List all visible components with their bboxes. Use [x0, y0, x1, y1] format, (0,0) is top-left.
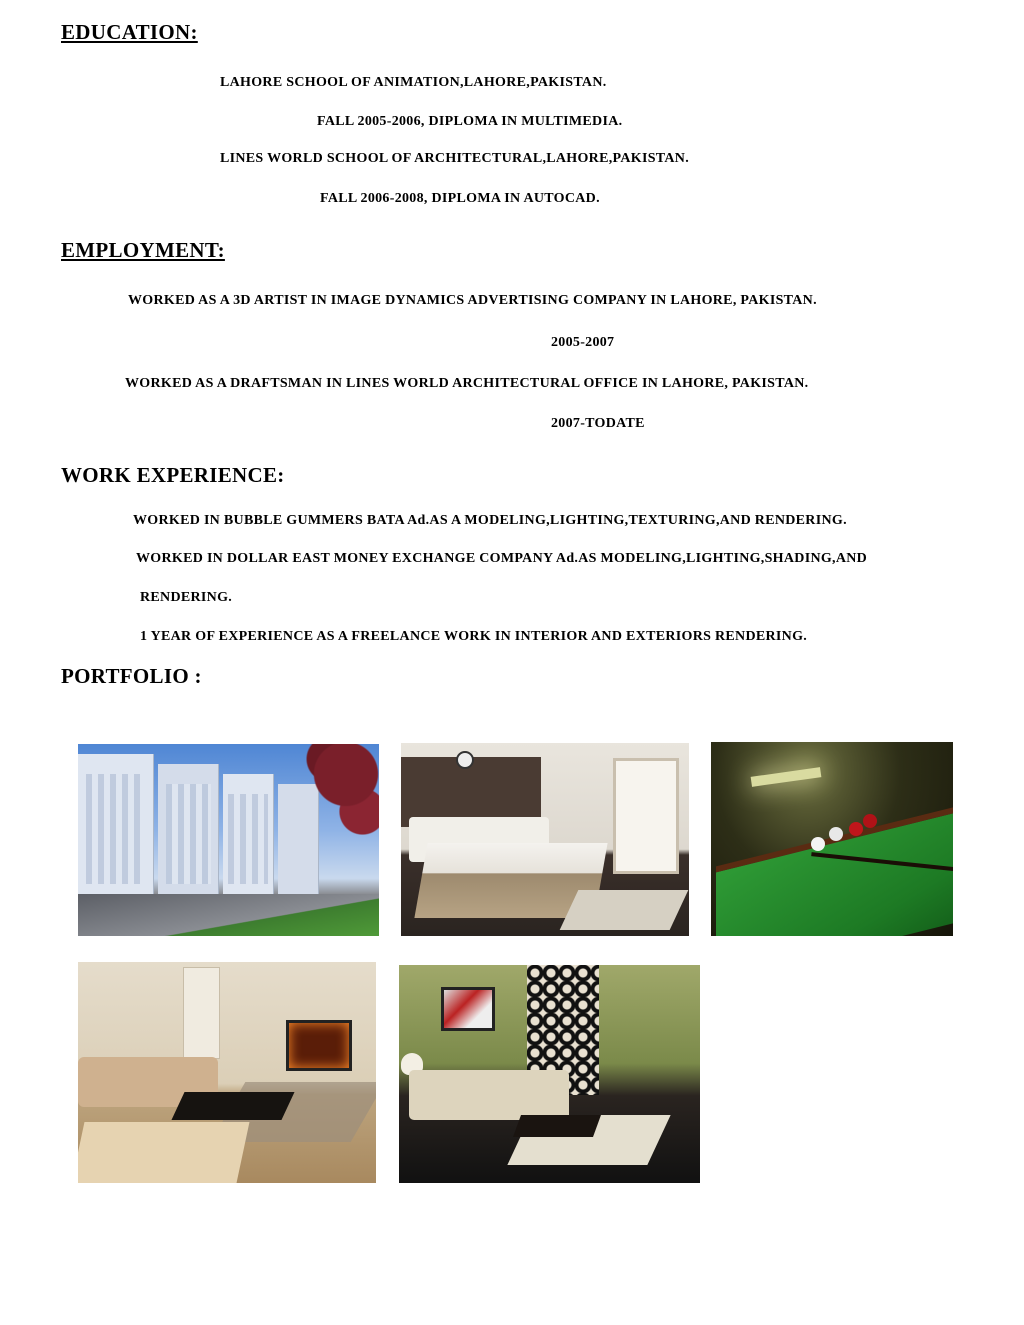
work-experience-item: WORKED IN BUBBLE GUMMERS BATA Ad.AS A MODELING,LIGHTING,TEXTURING,AND RENDERING. [133, 513, 847, 528]
apartment-exterior-image [78, 744, 379, 936]
work-experience-item: WORKED IN DOLLAR EAST MONEY EXCHANGE COMPANY Ad.AS MODELING,LIGHTING,SHADING,AND [136, 551, 868, 566]
employment-heading: EMPLOYMENT: [61, 238, 225, 262]
snooker-room-image [711, 742, 953, 936]
education-item: LINES WORLD SCHOOL OF ARCHITECTURAL,LAHORE,PAKISTAN. [220, 151, 689, 166]
education-item: LAHORE SCHOOL OF ANIMATION,LAHORE,PAKISTAN. [220, 75, 607, 90]
employment-years: 2007-TODATE [551, 416, 645, 431]
employment-years: 2005-2007 [551, 335, 615, 350]
work-experience-heading: WORK EXPERIENCE: [61, 463, 285, 487]
living-room-image [78, 962, 376, 1183]
education-heading: EDUCATION: [61, 20, 198, 44]
wall-clock-icon [456, 751, 474, 769]
education-item: FALL 2005-2006, DIPLOMA IN MULTIMEDIA. [317, 114, 623, 129]
education-item: FALL 2006-2008, DIPLOMA IN AUTOCAD. [320, 191, 600, 206]
work-experience-item: RENDERING. [140, 590, 233, 605]
portfolio-heading: PORTFOLIO : [61, 664, 202, 688]
lounge-interior-image [399, 965, 700, 1183]
employment-item: WORKED AS A 3D ARTIST IN IMAGE DYNAMICS ADVERTISING COMPANY IN LAHORE, PAKISTAN. [128, 293, 817, 308]
employment-item: WORKED AS A DRAFTSMAN IN LINES WORLD ARCHITECTURAL OFFICE IN LAHORE, PAKISTAN. [125, 376, 809, 391]
work-experience-item: 1 YEAR OF EXPERIENCE AS A FREELANCE WORK IN INTERIOR AND EXTERIORS RENDERING. [140, 629, 808, 644]
bedroom-interior-image [401, 743, 689, 936]
